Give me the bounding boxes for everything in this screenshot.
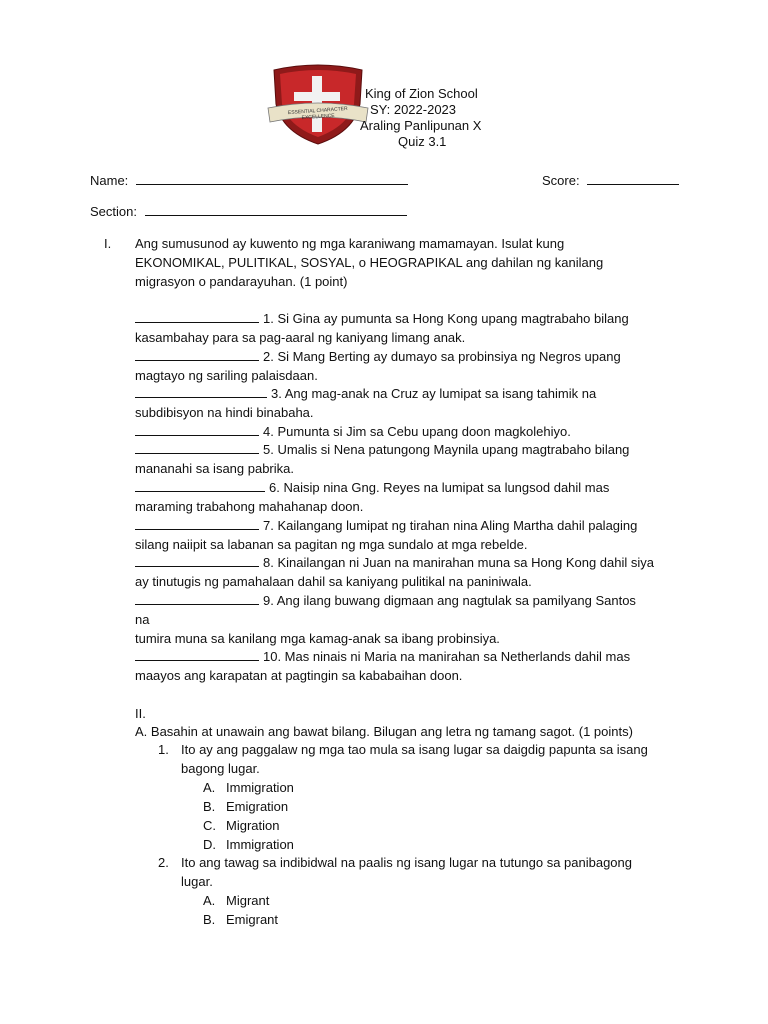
school-name: King of Zion School	[365, 86, 478, 101]
part1-item	[135, 423, 571, 441]
part2-instruction: A. Basahin at unawain ang bawat bilang. Bilugan ang letra ng tamang sagot. (1 points)	[135, 724, 633, 739]
subject-title: Araling Panlipunan X	[360, 118, 482, 133]
name-label: Name:	[90, 173, 129, 188]
part1-instruction-line: migrasyon o pandarayuhan. (1 point)	[135, 274, 348, 289]
question-number: 1.	[158, 742, 169, 757]
answer-blank[interactable]	[135, 517, 259, 530]
part1-item-continuation: mananahi sa isang pabrika.	[135, 461, 294, 476]
quiz-title: Quiz 3.1	[398, 134, 447, 149]
score-label: Score:	[542, 173, 580, 188]
part1-item-text: 7. Kailangang lumipat ng tirahan nina Aling Martha dahil palaging	[263, 518, 638, 533]
part1-item-continuation: na	[135, 612, 150, 627]
part2-number: II.	[135, 706, 146, 721]
part1-instruction-line: EKONOMIKAL, PULITIKAL, SOSYAL, o HEOGRAPIKAL ang dahilan ng kanilang	[135, 255, 604, 270]
question-text-continuation: bagong lugar.	[181, 761, 260, 776]
logo-banner-text: ESSENTIAL CHARACTER EXCELLENCE	[287, 105, 348, 122]
part1-item-continuation: magtayo ng sariling palaisdaan.	[135, 368, 318, 383]
part1-item-text: 5. Umalis si Nena patungong Maynila upang magtrabaho bilang	[263, 442, 630, 457]
answer-blank[interactable]	[135, 479, 265, 492]
score-blank[interactable]	[587, 172, 679, 185]
choice-text[interactable]: Immigration	[226, 780, 294, 795]
part1-item-continuation: subdibisyon na hindi binabaha.	[135, 405, 314, 420]
part1-item	[135, 592, 636, 610]
question-number: 2.	[158, 855, 169, 870]
school-year: SY: 2022-2023	[370, 102, 457, 117]
part1-item-text: 9. Ang ilang buwang digmaan ang nagtulak sa pamilyang Santos	[263, 593, 636, 608]
score-field[interactable]	[542, 172, 679, 190]
part1-item	[135, 348, 621, 366]
section-blank[interactable]	[145, 203, 407, 216]
section-label: Section:	[90, 204, 137, 219]
answer-blank[interactable]	[135, 385, 267, 398]
part1-item	[135, 310, 629, 328]
answer-blank[interactable]	[135, 348, 259, 361]
part1-item	[135, 648, 630, 666]
choice-text[interactable]: Emigration	[226, 799, 289, 814]
part1-item-continuation: maraming trabahong mahahanap doon.	[135, 499, 364, 514]
choice-letter[interactable]: A.	[203, 780, 216, 795]
section-field[interactable]	[90, 203, 407, 221]
school-logo	[266, 64, 370, 146]
choice-letter[interactable]: C.	[203, 818, 216, 833]
part1-item	[135, 479, 609, 497]
part1-item-text: 10. Mas ninais ni Maria na manirahan sa Netherlands dahil mas	[263, 649, 631, 664]
part1-item-continuation: tumira muna sa kanilang mga kamag-anak sa ibang probinsiya.	[135, 631, 500, 646]
part1-item-text: 6. Naisip nina Gng. Reyes na lumipat sa lungsod dahil mas	[269, 480, 610, 495]
answer-blank[interactable]	[135, 554, 259, 567]
choice-letter[interactable]: D.	[203, 837, 216, 852]
part1-item-text: 3. Ang mag-anak na Cruz ay lumipat sa isang tahimik na	[271, 386, 597, 401]
answer-blank[interactable]	[135, 441, 259, 454]
part1-item	[135, 441, 629, 459]
part1-item-text: 8. Kinailangan ni Juan na manirahan muna sa Hong Kong dahil siya	[263, 555, 654, 570]
question-text-continuation: lugar.	[181, 874, 213, 889]
part1-item	[135, 385, 596, 403]
choice-text[interactable]: Migrant	[226, 893, 270, 908]
answer-blank[interactable]	[135, 423, 259, 436]
part1-number: I.	[104, 236, 112, 251]
part1-item-text: 1. Si Gina ay pumunta sa Hong Kong upang magtrabaho bilang	[263, 311, 629, 326]
part1-instruction-line: Ang sumusunod ay kuwento ng mga karaniwang mamamayan. Isulat kung	[135, 236, 565, 251]
question-text: Ito ang tawag sa indibidwal na paalis ng isang lugar na tutungo sa panibagong	[181, 855, 633, 870]
choice-letter[interactable]: B.	[203, 912, 216, 927]
choice-letter[interactable]: A.	[203, 893, 216, 908]
part1-item	[135, 554, 654, 572]
part1-item-text: 2. Si Mang Berting ay dumayo sa probinsiya ng Negros upang	[263, 349, 621, 364]
part1-item-continuation: ay tinutugis ng pamahalaan dahil sa kaniyang pulitikal na paniniwala.	[135, 574, 532, 589]
name-field[interactable]	[90, 172, 408, 190]
choice-letter[interactable]: B.	[203, 799, 216, 814]
choice-text[interactable]: Immigration	[226, 837, 294, 852]
answer-blank[interactable]	[135, 648, 259, 661]
question-text: Ito ay ang paggalaw ng mga tao mula sa isang lugar sa daigdig papunta sa isang	[181, 742, 648, 757]
choice-text[interactable]: Migration	[226, 818, 280, 833]
part1-item-text: 4. Pumunta si Jim sa Cebu upang doon magkolehiyo.	[263, 424, 571, 439]
part1-item-continuation: maayos ang karapatan at pagtingin sa kababaihan doon.	[135, 668, 463, 683]
name-blank[interactable]	[136, 172, 408, 185]
answer-blank[interactable]	[135, 592, 259, 605]
part1-item	[135, 517, 637, 535]
answer-blank[interactable]	[135, 310, 259, 323]
part1-item-continuation: kasambahay para sa pag-aaral ng kaniyang limang anak.	[135, 330, 466, 345]
part1-item-continuation: silang naiipit sa labanan sa pagitan ng mga sundalo at mga rebelde.	[135, 537, 528, 552]
choice-text[interactable]: Emigrant	[226, 912, 279, 927]
